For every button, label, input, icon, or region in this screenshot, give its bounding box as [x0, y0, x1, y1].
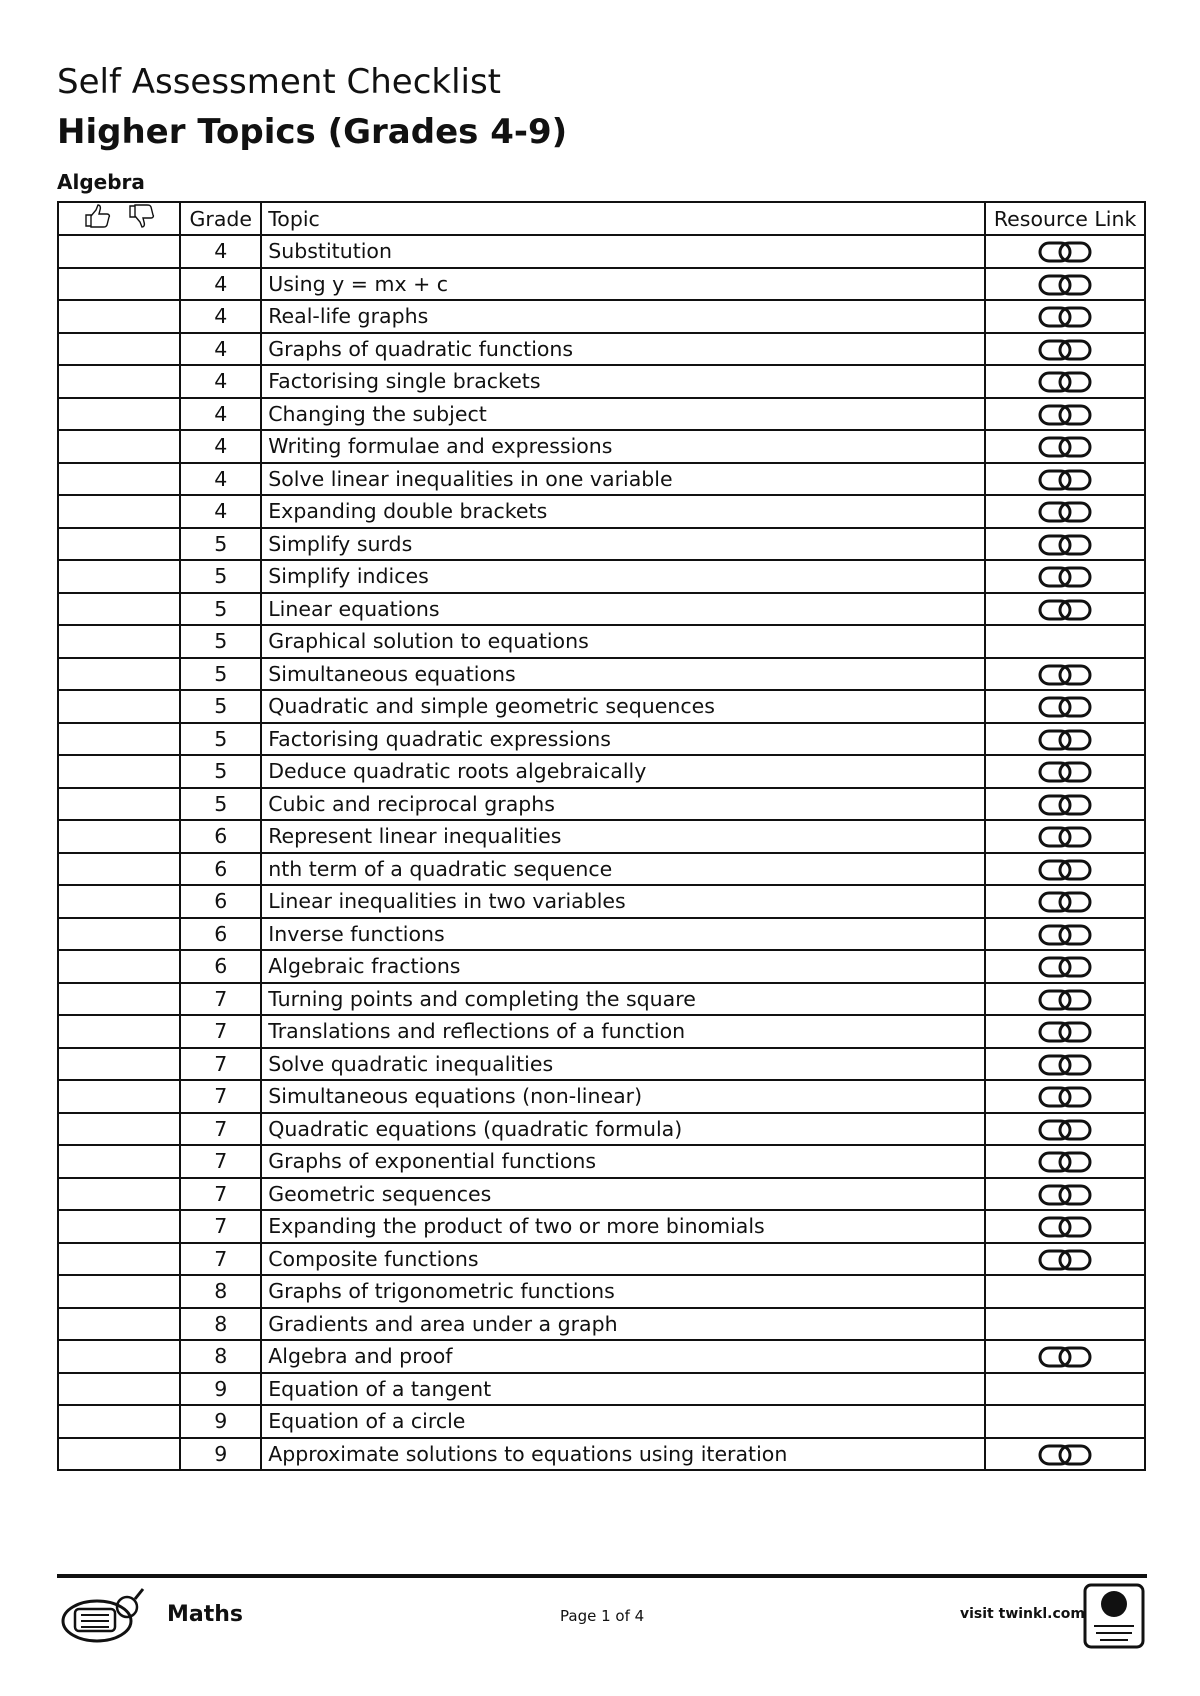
link-chain-icon[interactable]: [1038, 1149, 1092, 1173]
self-assessment-cell[interactable]: [58, 495, 180, 528]
resource-link-cell[interactable]: [985, 788, 1145, 821]
page-number: Page 1 of 4: [560, 1607, 645, 1625]
topic-cell: Substitution: [261, 235, 985, 268]
topic-cell: Equation of a circle: [261, 1405, 985, 1438]
link-chain-icon[interactable]: [1038, 759, 1092, 783]
self-assessment-cell[interactable]: [58, 1015, 180, 1048]
resource-link-cell[interactable]: [985, 235, 1145, 268]
table-row: [58, 333, 1145, 366]
grade-cell: 7: [180, 1145, 261, 1178]
table-row: [58, 1015, 1145, 1048]
grade-cell: 7: [180, 1080, 261, 1113]
grade-cell: 8: [180, 1275, 261, 1308]
self-assessment-cell[interactable]: [58, 1145, 180, 1178]
link-chain-icon[interactable]: [1038, 1182, 1092, 1206]
topic-cell: Graphs of quadratic functions: [261, 333, 985, 366]
link-chain-icon[interactable]: [1038, 434, 1092, 458]
link-chain-icon[interactable]: [1038, 337, 1092, 361]
table-row: [58, 430, 1145, 463]
link-chain-icon[interactable]: [1038, 889, 1092, 913]
table-header-row: [58, 202, 1145, 235]
self-assessment-cell[interactable]: [58, 723, 180, 756]
resource-link-cell[interactable]: [985, 658, 1145, 691]
self-assessment-cell[interactable]: [58, 950, 180, 983]
resource-link-cell: [985, 1405, 1145, 1438]
grade-cell: 5: [180, 723, 261, 756]
topic-cell: Expanding double brackets: [261, 495, 985, 528]
table-row: [58, 625, 1145, 658]
self-assessment-cell[interactable]: [58, 918, 180, 951]
table-row: [58, 1080, 1145, 1113]
resource-link-cell[interactable]: [985, 1015, 1145, 1048]
self-assessment-cell[interactable]: [58, 593, 180, 626]
resource-link-cell[interactable]: [985, 300, 1145, 333]
resource-link-cell[interactable]: [985, 593, 1145, 626]
grade-cell: 6: [180, 820, 261, 853]
self-assessment-cell[interactable]: [58, 788, 180, 821]
self-assessment-cell[interactable]: [58, 463, 180, 496]
table-row: [58, 853, 1145, 886]
table-row: [58, 560, 1145, 593]
link-chain-icon[interactable]: [1038, 954, 1092, 978]
grade-cell: 7: [180, 1113, 261, 1146]
resource-link-cell[interactable]: [985, 1145, 1145, 1178]
table-row: [58, 820, 1145, 853]
link-chain-icon[interactable]: [1038, 1214, 1092, 1238]
resource-link-cell[interactable]: [985, 1438, 1145, 1471]
topic-cell: Factorising single brackets: [261, 365, 985, 398]
topic-cell: Changing the subject: [261, 398, 985, 431]
self-assessment-cell[interactable]: [58, 625, 180, 658]
link-chain-icon[interactable]: [1038, 857, 1092, 881]
topic-cell: Equation of a tangent: [261, 1373, 985, 1406]
resource-link-cell[interactable]: [985, 950, 1145, 983]
resource-link-cell: [985, 1373, 1145, 1406]
table-row: [58, 1275, 1145, 1308]
self-assessment-cell[interactable]: [58, 1340, 180, 1373]
table-row: [58, 365, 1145, 398]
self-assessment-cell[interactable]: [58, 690, 180, 723]
topic-cell: Quadratic and simple geometric sequences: [261, 690, 985, 723]
topic-cell: Composite functions: [261, 1243, 985, 1276]
grade-cell: 7: [180, 1210, 261, 1243]
grade-cell: 4: [180, 463, 261, 496]
self-assessment-cell[interactable]: [58, 365, 180, 398]
grade-cell: 4: [180, 300, 261, 333]
resource-link-cell[interactable]: [985, 463, 1145, 496]
topic-cell: Gradients and area under a graph: [261, 1308, 985, 1341]
grade-cell: 4: [180, 333, 261, 366]
topic-cell: Graphs of exponential functions: [261, 1145, 985, 1178]
table-row: [58, 885, 1145, 918]
table-row: [58, 918, 1145, 951]
topic-cell: Geometric sequences: [261, 1178, 985, 1211]
grade-cell: 4: [180, 495, 261, 528]
resource-link-cell[interactable]: [985, 495, 1145, 528]
link-chain-icon[interactable]: [1038, 564, 1092, 588]
link-chain-icon[interactable]: [1038, 239, 1092, 263]
topic-cell: Simplify indices: [261, 560, 985, 593]
table-row: [58, 950, 1145, 983]
resource-link-cell[interactable]: [985, 1113, 1145, 1146]
resource-link-cell: [985, 625, 1145, 658]
resource-link-cell[interactable]: [985, 1210, 1145, 1243]
self-assessment-cell[interactable]: [58, 658, 180, 691]
resource-link-cell[interactable]: [985, 268, 1145, 301]
checklist-table: [57, 201, 1146, 1471]
topic-cell: Graphical solution to equations: [261, 625, 985, 658]
topic-cell: Writing formulae and expressions: [261, 430, 985, 463]
grade-cell: 8: [180, 1340, 261, 1373]
topic-cell: Solve quadratic inequalities: [261, 1048, 985, 1081]
topic-cell: Real-life graphs: [261, 300, 985, 333]
page-subtitle: Higher Topics (Grades 4-9): [57, 112, 568, 152]
resource-link-cell[interactable]: [985, 755, 1145, 788]
link-chain-icon[interactable]: [1038, 369, 1092, 393]
table-row: [58, 658, 1145, 691]
grade-cell: 9: [180, 1373, 261, 1406]
resource-link-header: Resource Link: [985, 202, 1145, 235]
link-chain-icon[interactable]: [1038, 694, 1092, 718]
table-row: [58, 1243, 1145, 1276]
grade-cell: 7: [180, 983, 261, 1016]
page-title: Self Assessment Checklist: [57, 62, 502, 102]
resource-link-cell[interactable]: [985, 853, 1145, 886]
topic-cell: Linear equations: [261, 593, 985, 626]
table-row: [58, 755, 1145, 788]
self-assessment-cell[interactable]: [58, 268, 180, 301]
grade-cell: 7: [180, 1243, 261, 1276]
resource-link-cell[interactable]: [985, 885, 1145, 918]
self-assessment-cell[interactable]: [58, 1438, 180, 1471]
table-row: [58, 300, 1145, 333]
grade-cell: 6: [180, 853, 261, 886]
topic-cell: Quadratic equations (quadratic formula): [261, 1113, 985, 1146]
table-row: [58, 463, 1145, 496]
resource-link-cell[interactable]: [985, 983, 1145, 1016]
table-row: [58, 1210, 1145, 1243]
topic-cell: Linear inequalities in two variables: [261, 885, 985, 918]
footer-site-link[interactable]: visit twinkl.com: [960, 1606, 1085, 1622]
self-assessment-cell[interactable]: [58, 1048, 180, 1081]
resource-link-cell[interactable]: [985, 820, 1145, 853]
self-assessment-cell[interactable]: [58, 1405, 180, 1438]
topic-cell: Expanding the product of two or more binomials: [261, 1210, 985, 1243]
footer-subject: Maths: [167, 1602, 244, 1627]
link-chain-icon[interactable]: [1038, 727, 1092, 751]
topic-cell: Cubic and reciprocal graphs: [261, 788, 985, 821]
grade-cell: 5: [180, 690, 261, 723]
table-row: [58, 788, 1145, 821]
table-row: [58, 690, 1145, 723]
topic-cell: Simultaneous equations (non-linear): [261, 1080, 985, 1113]
topic-cell: Deduce quadratic roots algebraically: [261, 755, 985, 788]
grade-cell: 7: [180, 1048, 261, 1081]
self-assessment-cell[interactable]: [58, 820, 180, 853]
topic-cell: Translations and reflections of a function: [261, 1015, 985, 1048]
table-row: [58, 1340, 1145, 1373]
resource-link-cell[interactable]: [985, 1340, 1145, 1373]
grade-cell: 5: [180, 788, 261, 821]
self-assessment-cell[interactable]: [58, 1080, 180, 1113]
grade-cell: 4: [180, 235, 261, 268]
self-assessment-cell[interactable]: [58, 528, 180, 561]
grade-cell: 6: [180, 950, 261, 983]
resource-link-cell[interactable]: [985, 560, 1145, 593]
link-chain-icon[interactable]: [1038, 987, 1092, 1011]
self-assessment-cell[interactable]: [58, 235, 180, 268]
resource-link-cell[interactable]: [985, 398, 1145, 431]
grade-cell: 5: [180, 755, 261, 788]
table-row: [58, 1373, 1145, 1406]
grade-cell: 5: [180, 528, 261, 561]
topic-cell: Simultaneous equations: [261, 658, 985, 691]
grade-cell: 9: [180, 1438, 261, 1471]
self-assessment-cell[interactable]: [58, 755, 180, 788]
self-assessment-cell[interactable]: [58, 398, 180, 431]
table-row: [58, 1308, 1145, 1341]
self-assessment-cell[interactable]: [58, 300, 180, 333]
self-assessment-cell[interactable]: [58, 983, 180, 1016]
grade-cell: 6: [180, 885, 261, 918]
topic-cell: Inverse functions: [261, 918, 985, 951]
link-chain-icon[interactable]: [1038, 824, 1092, 848]
grade-cell: 4: [180, 398, 261, 431]
link-chain-icon[interactable]: [1038, 597, 1092, 621]
link-chain-icon[interactable]: [1038, 1019, 1092, 1043]
link-chain-icon[interactable]: [1038, 304, 1092, 328]
link-chain-icon[interactable]: [1038, 467, 1092, 491]
resource-link-cell[interactable]: [985, 690, 1145, 723]
table-row: [58, 1113, 1145, 1146]
grade-cell: 7: [180, 1178, 261, 1211]
resource-link-cell[interactable]: [985, 528, 1145, 561]
resource-link-cell[interactable]: [985, 1080, 1145, 1113]
grade-cell: 5: [180, 625, 261, 658]
grade-cell: 4: [180, 430, 261, 463]
topic-cell: Algebraic fractions: [261, 950, 985, 983]
topic-cell: nth term of a quadratic sequence: [261, 853, 985, 886]
table-row: [58, 495, 1145, 528]
resource-link-cell[interactable]: [985, 365, 1145, 398]
self-assessment-cell[interactable]: [58, 1373, 180, 1406]
topic-header: Topic: [261, 202, 985, 235]
grade-cell: 4: [180, 268, 261, 301]
link-chain-icon[interactable]: [1038, 499, 1092, 523]
topic-cell: Factorising quadratic expressions: [261, 723, 985, 756]
self-assessment-cell[interactable]: [58, 853, 180, 886]
self-assessment-cell[interactable]: [58, 1308, 180, 1341]
resource-link-cell[interactable]: [985, 1048, 1145, 1081]
table-row: [58, 1405, 1145, 1438]
link-chain-icon[interactable]: [1038, 1247, 1092, 1271]
self-assessment-header: [58, 202, 180, 235]
grade-cell: 5: [180, 593, 261, 626]
link-chain-icon[interactable]: [1038, 1084, 1092, 1108]
link-chain-icon[interactable]: [1038, 922, 1092, 946]
topic-cell: Approximate solutions to equations using iteration: [261, 1438, 985, 1471]
topic-cell: Solve linear inequalities in one variable: [261, 463, 985, 496]
table-row: [58, 1178, 1145, 1211]
link-chain-icon[interactable]: [1038, 1442, 1092, 1466]
footer-divider: [57, 1574, 1147, 1578]
resource-link-cell[interactable]: [985, 918, 1145, 951]
topic-cell: Algebra and proof: [261, 1340, 985, 1373]
grade-cell: 4: [180, 365, 261, 398]
resource-link-cell[interactable]: [985, 1178, 1145, 1211]
self-assessment-cell[interactable]: [58, 333, 180, 366]
table-row: [58, 398, 1145, 431]
resource-link-cell: [985, 1275, 1145, 1308]
grade-cell: 6: [180, 918, 261, 951]
table-row: [58, 593, 1145, 626]
resource-link-cell[interactable]: [985, 723, 1145, 756]
self-assessment-cell[interactable]: [58, 1113, 180, 1146]
topic-cell: Turning points and completing the square: [261, 983, 985, 1016]
grade-cell: 7: [180, 1015, 261, 1048]
table-row: [58, 983, 1145, 1016]
thumbs-down-icon: [127, 203, 155, 229]
table-row: [58, 1145, 1145, 1178]
self-assessment-cell[interactable]: [58, 1178, 180, 1211]
resource-link-cell[interactable]: [985, 1243, 1145, 1276]
self-assessment-cell[interactable]: [58, 1243, 180, 1276]
twinkl-mascot-logo: [57, 1585, 149, 1647]
topic-cell: Simplify surds: [261, 528, 985, 561]
link-chain-icon[interactable]: [1038, 532, 1092, 556]
table-row: [58, 235, 1145, 268]
topic-cell: Using y = mx + c: [261, 268, 985, 301]
resource-link-cell[interactable]: [985, 333, 1145, 366]
grade-cell: 5: [180, 560, 261, 593]
table-row: [58, 528, 1145, 561]
quality-standard-approved-badge: [1082, 1582, 1148, 1652]
link-chain-icon[interactable]: [1038, 402, 1092, 426]
thumbs-up-icon: [83, 203, 111, 229]
link-chain-icon[interactable]: [1038, 662, 1092, 686]
link-chain-icon[interactable]: [1038, 1117, 1092, 1141]
link-chain-icon[interactable]: [1038, 1344, 1092, 1368]
resource-link-cell: [985, 1308, 1145, 1341]
grade-cell: 8: [180, 1308, 261, 1341]
self-assessment-cell[interactable]: [58, 430, 180, 463]
table-row: [58, 268, 1145, 301]
link-chain-icon[interactable]: [1038, 272, 1092, 296]
topic-cell: Graphs of trigonometric functions: [261, 1275, 985, 1308]
link-chain-icon[interactable]: [1038, 1052, 1092, 1076]
self-assessment-cell[interactable]: [58, 560, 180, 593]
resource-link-cell[interactable]: [985, 430, 1145, 463]
link-chain-icon[interactable]: [1038, 792, 1092, 816]
self-assessment-cell[interactable]: [58, 885, 180, 918]
grade-cell: 9: [180, 1405, 261, 1438]
table-row: [58, 723, 1145, 756]
topic-cell: Represent linear inequalities: [261, 820, 985, 853]
table-row: [58, 1048, 1145, 1081]
section-heading: Algebra: [57, 170, 145, 194]
self-assessment-cell[interactable]: [58, 1210, 180, 1243]
grade-header: Grade: [180, 202, 261, 235]
table-row: [58, 1438, 1145, 1471]
grade-cell: 5: [180, 658, 261, 691]
self-assessment-cell[interactable]: [58, 1275, 180, 1308]
